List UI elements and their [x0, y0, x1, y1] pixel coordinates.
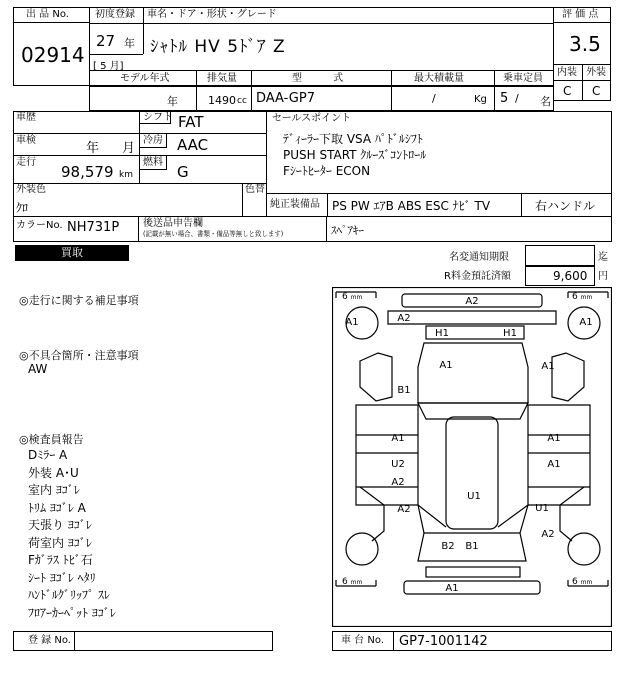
purchase-label: 買取: [61, 246, 83, 259]
mark-h1-right: H1: [503, 328, 517, 339]
first-reg-year-unit: 年: [124, 37, 135, 50]
mark-right-rear-fender-a: A2: [541, 529, 555, 540]
interior-grade: C: [563, 84, 572, 98]
interior-label: 内装: [557, 67, 577, 78]
mark-right-front-door: A1: [547, 433, 561, 444]
reg-no-box: [13, 631, 273, 651]
chassis-box: [332, 631, 612, 651]
inspector-list: [28, 446, 328, 621]
color-no-value: NH731P: [67, 220, 120, 235]
sales-point-line: ﾃﾞｨｰﾗｰ下取 VSA ﾊﾟﾄﾞﾙｼﾌﾄ: [283, 132, 423, 146]
exterior-color-label: 外装色: [16, 184, 46, 195]
name-change-label: 名変通知期限: [449, 252, 509, 263]
mark-right-rear-fender-u: U1: [535, 503, 549, 514]
mileage-value: 98,579: [61, 163, 114, 181]
type-value: DAA-GP7: [256, 91, 315, 106]
tire-fl-label: 6 mm: [342, 292, 363, 302]
mark-windshield: A1: [439, 360, 453, 371]
first-reg-year: 27: [96, 32, 116, 50]
defects-value: AW: [28, 362, 48, 376]
car-name-label: 車名・ドア・形状・グレード: [147, 9, 277, 20]
driving-heading: ◎走行に関する補足事項: [19, 294, 139, 307]
type-label: 型 式: [292, 73, 344, 84]
inspector-line: Fｶﾞﾗｽ ﾄﾋﾞ石: [28, 553, 93, 567]
color-box: [13, 183, 267, 217]
chassis-value: GP7-1001142: [399, 634, 488, 649]
reg-no-label: 登 録 No.: [28, 635, 71, 646]
displacement-value: 1490: [208, 94, 236, 107]
tire-fr-label: 6 mm: [572, 292, 593, 302]
mark-hood-left: A2: [397, 313, 411, 324]
lot-number-box: [13, 22, 90, 86]
steering-value: 右ハンドル: [535, 199, 596, 213]
diagram-frame: [333, 288, 612, 627]
rear-lamp-bar: [426, 567, 520, 577]
recycle-label: R料金預託済額: [444, 271, 511, 282]
delivery-label: 後送品申告欄: [143, 218, 203, 229]
defects-heading: ◎不具合箇所・注意事項: [19, 349, 139, 362]
hood-bar-outline: [388, 311, 556, 324]
purchase-badge: [15, 245, 129, 261]
mark-left-front-fender: B1: [397, 385, 411, 396]
inspector-heading: ◎検査員報告: [19, 433, 84, 446]
rear-pillars: [418, 505, 528, 527]
sales-points-label: セールスポイント: [272, 113, 352, 124]
score-label-box: [553, 7, 611, 23]
max-load-label: 最大積載量: [414, 73, 464, 84]
wheel-rr: [568, 533, 600, 565]
mark-left-rear-door-u: U2: [391, 459, 405, 470]
score-box: [553, 22, 611, 65]
inspector-line: ﾌﾛｱｰｶｰﾍﾟｯﾄ ﾖｺﾞﾚ: [28, 605, 116, 620]
cooling-label: 冷房: [143, 135, 163, 146]
capacity-value: 5: [500, 91, 509, 106]
score-value: 3.5: [569, 32, 601, 56]
exterior-grade: C: [592, 84, 601, 98]
wheel-rl: [346, 533, 378, 565]
mark-h1-left: H1: [435, 328, 449, 339]
mark-rear-b2: B2: [441, 541, 455, 552]
mark-left-rear-door-a: A2: [391, 477, 405, 488]
mark-right-rear-door: A1: [547, 459, 561, 470]
max-load-slash: /: [432, 92, 436, 105]
color-change-label: 色替: [245, 184, 265, 195]
history-label: 車歴: [16, 112, 36, 123]
delivery-value: ｽﾍﾟｱｷｰ: [331, 224, 364, 237]
sales-point-line: Fｼｰﾄﾋｰﾀｰ ECON: [283, 164, 371, 178]
lot-number: 02914: [21, 43, 85, 67]
color-no-label: カラーNo.: [16, 220, 63, 231]
mark-rear-b1: B1: [465, 541, 479, 552]
right-mirror-outline: [552, 353, 584, 401]
cooling-value: AAC: [177, 136, 209, 154]
mark-left-rear-fender: A2: [397, 504, 411, 515]
car-name: ｼｬﾄﾙ HV 5ﾄﾞｱ Z: [150, 37, 286, 57]
mark-roof: U1: [467, 491, 481, 502]
roof-outline: [446, 417, 498, 529]
capacity-slash: /: [515, 92, 519, 105]
lot-label-box: [13, 7, 90, 23]
capacity-unit: 名: [540, 95, 551, 108]
mark-top-bumper: A2: [465, 296, 479, 307]
shift-label: シフト: [143, 112, 173, 123]
tire-rl-label: 6 mm: [342, 577, 363, 587]
inspection-label: 車検: [16, 135, 36, 146]
inspector-line: 荷室内 ﾖｺﾞﾚ: [28, 535, 92, 550]
recycle-field: [525, 266, 595, 286]
inspector-line: 室内 ﾖｺﾞﾚ: [28, 483, 80, 497]
mark-left-mirror: A1: [345, 317, 359, 328]
left-side-dividers: [356, 435, 418, 487]
inspector-line: ｼｰﾄ ﾖｺﾞﾚ ﾍﾀﾘ: [28, 570, 96, 585]
chassis-label: 車 台 No.: [341, 635, 384, 646]
model-year-unit: 年: [167, 95, 178, 108]
inspection-year-unit: 年: [86, 141, 100, 156]
capacity-label: 乗車定員: [503, 73, 543, 84]
mileage-unit: km: [119, 170, 133, 180]
equipment-value: PS PW ｴｱB ABS ESC ﾅﾋﾞ TV: [332, 199, 491, 213]
fuel-value: G: [177, 163, 189, 181]
car-damage-diagram: [332, 287, 612, 627]
delivery-note: (記載が無い場合、書類・備品等無しと致します): [143, 230, 284, 238]
windshield-outline: [418, 343, 528, 403]
exterior-color-value: ｸﾛ: [16, 201, 29, 215]
mark-right-front-fender: A1: [541, 361, 555, 372]
mark-right-mirror: A1: [579, 317, 593, 328]
mark-left-front-door: A1: [391, 433, 405, 444]
inspection-month-unit: 月: [122, 141, 136, 156]
max-load-unit: Kg: [474, 94, 487, 105]
inspector-line: 外装 A･U: [28, 465, 79, 480]
mark-rear-bumper: A1: [445, 583, 459, 594]
displacement-label: 排気量: [207, 73, 237, 84]
fuel-label: 燃料: [143, 157, 163, 168]
inspector-line: ﾄﾘﾑ ﾖｺﾞﾚ A: [28, 500, 86, 515]
score-label: 評 価 点: [562, 9, 599, 20]
tire-rr-label: 6 mm: [572, 577, 593, 587]
rear-bumper-outline: [404, 581, 540, 594]
recycle-unit: 円: [598, 271, 608, 282]
first-reg-month: [ 5 月]: [93, 61, 124, 72]
exterior-label: 外装: [586, 67, 606, 78]
mileage-label: 走行: [16, 157, 36, 168]
left-mirror-outline: [360, 353, 392, 401]
model-year-label: モデル年式: [120, 73, 170, 84]
inspector-line: Dﾐﾗｰ A: [28, 448, 68, 462]
inspector-line: ﾊﾝﾄﾞﾙｸﾞﾘｯﾌﾟ ｽﾚ: [28, 588, 110, 602]
lot-label: 出 品 No.: [26, 9, 69, 20]
left-side-outline: [356, 405, 418, 505]
name-change-unit: 迄: [598, 252, 608, 263]
inspector-line: 天張り ﾖｺﾞﾚ: [28, 518, 92, 532]
equipment-label: 純正装備品: [270, 199, 320, 210]
sales-point-line: PUSH START ｸﾙｰｽﾞｺﾝﾄﾛｰﾙ: [283, 148, 427, 162]
displacement-unit: cc: [237, 96, 247, 106]
name-change-field: [525, 245, 595, 266]
recycle-value: 9,600: [553, 269, 588, 283]
first-reg-label: 初度登録: [95, 9, 135, 20]
shift-value: FAT: [178, 113, 204, 131]
